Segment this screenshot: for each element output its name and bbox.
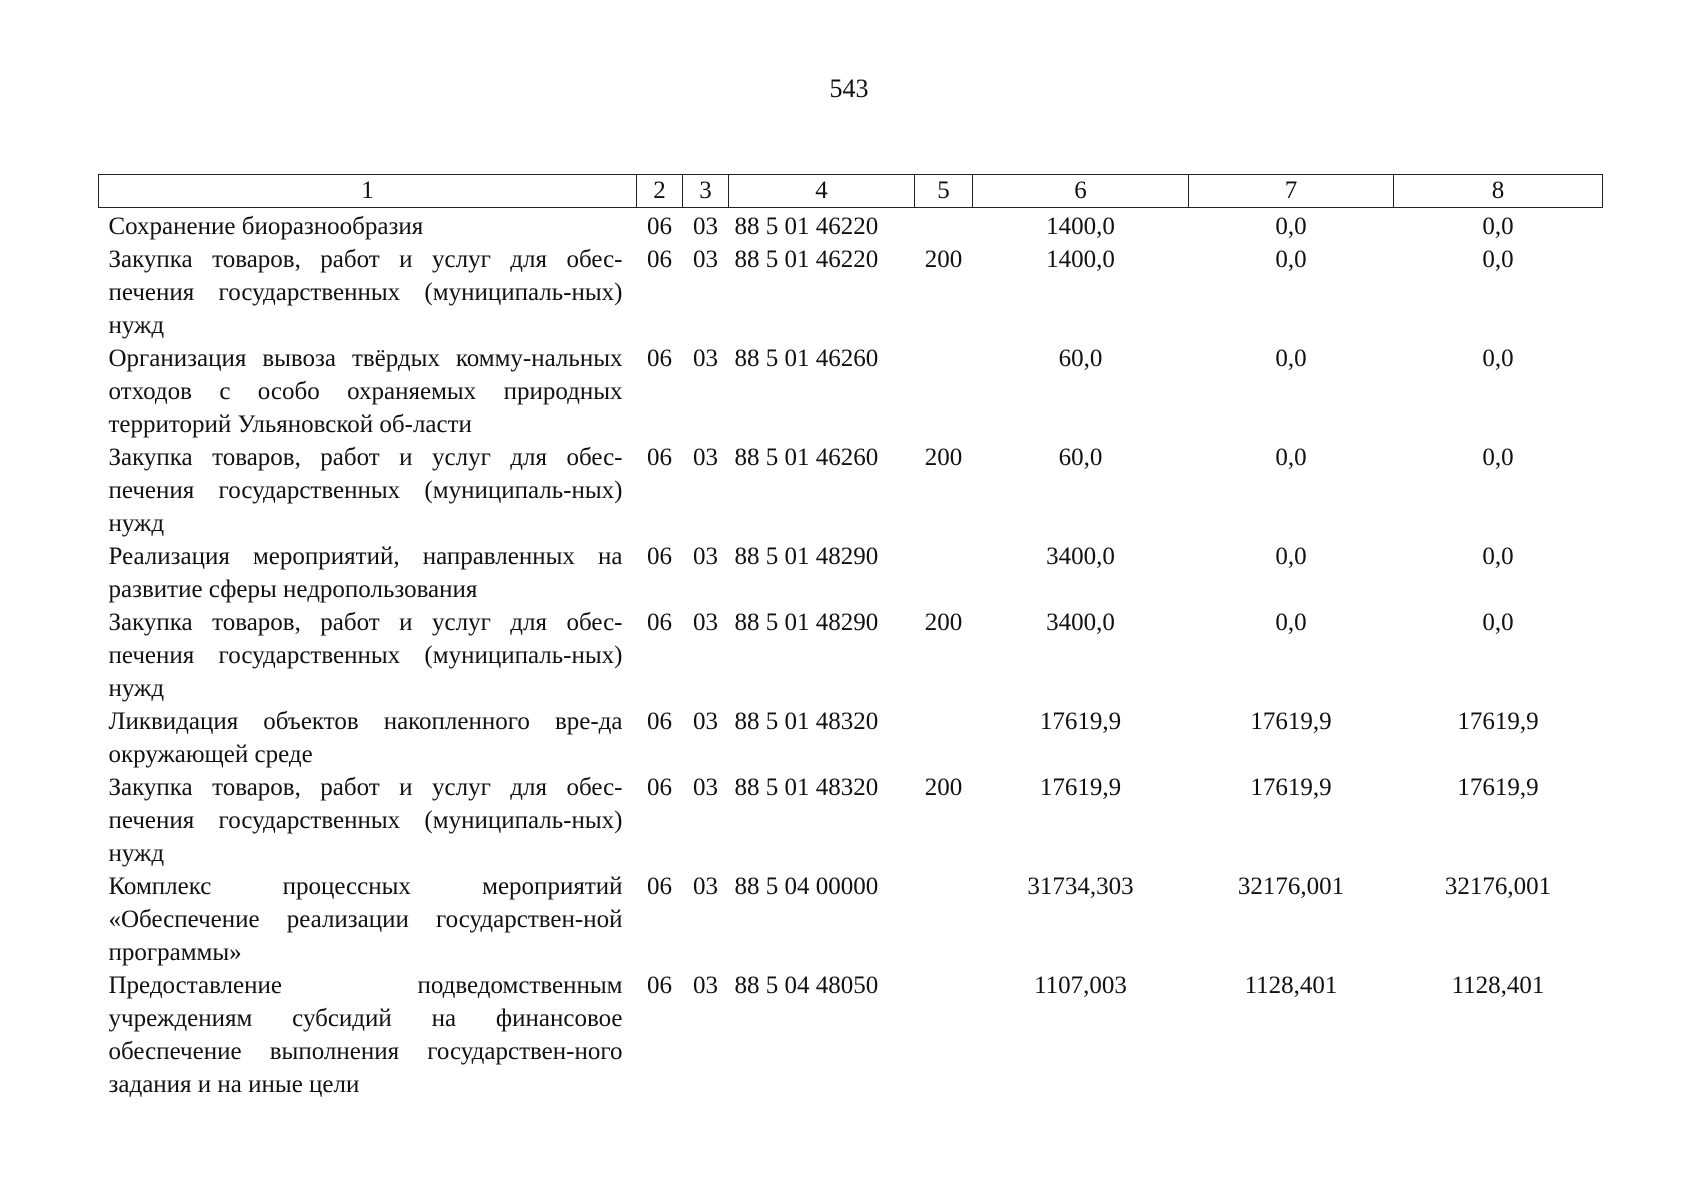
table-row	[99, 243, 1603, 342]
section-code: 06	[647, 972, 672, 999]
amount-col-6: 3400,0	[1046, 543, 1115, 570]
header-cell: 6	[973, 175, 1189, 208]
subsection-code: 03	[693, 774, 718, 801]
expense-type-code	[915, 342, 973, 441]
amount-col-7: 0,0	[1275, 609, 1307, 636]
header-cell: 2	[637, 175, 683, 208]
expense-type-code: 200	[924, 444, 963, 471]
amount-col-8: 0,0	[1482, 213, 1514, 240]
table-row	[99, 441, 1603, 540]
row-description: Закупка товаров, работ и услуг для обес-печения государственных (муниципаль-ных) нужд	[108, 774, 623, 867]
section-code: 06	[647, 246, 672, 273]
section-code: 06	[647, 543, 672, 570]
section-code: 06	[647, 444, 672, 471]
subsection-code: 03	[693, 345, 718, 372]
amount-col-6: 1400,0	[1046, 246, 1115, 273]
header-cell: 3	[683, 175, 729, 208]
header-cell: 4	[729, 175, 915, 208]
amount-col-7: 1128,401	[1244, 972, 1338, 999]
amount-col-8: 17619,9	[1457, 708, 1539, 735]
target-article-code: 88 5 01 48320	[734, 774, 879, 801]
amount-col-8: 0,0	[1482, 543, 1514, 570]
row-description: Реализация мероприятий, направленных на развитие сферы недропользования	[108, 543, 623, 603]
header-cell: 5	[915, 175, 973, 208]
header-row	[99, 175, 1603, 208]
section-code: 06	[647, 609, 672, 636]
table-row	[99, 342, 1603, 441]
section-code: 06	[647, 213, 672, 240]
amount-col-7: 0,0	[1275, 543, 1307, 570]
expense-type-code	[915, 208, 973, 244]
header-cell: 1	[99, 175, 637, 208]
amount-col-7: 0,0	[1275, 345, 1307, 372]
amount-col-6: 17619,9	[1039, 774, 1122, 801]
subsection-code: 03	[693, 972, 718, 999]
amount-col-7: 17619,9	[1250, 774, 1332, 801]
table-row	[99, 870, 1603, 969]
expense-type-code: 200	[924, 774, 963, 801]
table-row	[99, 969, 1603, 1101]
amount-col-6: 3400,0	[1046, 609, 1115, 636]
amount-col-7: 17619,9	[1250, 708, 1332, 735]
subsection-code: 03	[693, 213, 718, 240]
section-code: 06	[647, 345, 672, 372]
amount-col-8: 0,0	[1482, 609, 1514, 636]
amount-col-8: 32176,001	[1444, 873, 1552, 900]
amount-col-6: 1400,0	[1046, 213, 1115, 240]
budget-table	[98, 174, 1603, 1101]
table-row	[99, 705, 1603, 771]
expense-type-code	[915, 705, 973, 771]
amount-col-8: 0,0	[1482, 444, 1514, 471]
amount-col-8: 0,0	[1482, 345, 1514, 372]
subsection-code: 03	[693, 609, 718, 636]
target-article-code: 88 5 04 48050	[734, 972, 879, 999]
amount-col-6: 31734,303	[1027, 873, 1134, 900]
expense-type-code	[915, 969, 973, 1101]
section-code: 06	[647, 708, 672, 735]
subsection-code: 03	[693, 444, 718, 471]
subsection-code: 03	[693, 873, 718, 900]
target-article-code: 88 5 01 48290	[734, 609, 879, 636]
target-article-code: 88 5 01 48320	[734, 708, 879, 735]
table-row	[99, 771, 1603, 870]
row-description: Предоставление подведомственным учреждениям субсидий на финансовое обеспечение выполнения государствен-ного задания и на иные цели	[108, 972, 623, 1098]
table-row	[99, 606, 1603, 705]
table-row	[99, 208, 1603, 244]
expense-type-code: 200	[924, 609, 963, 636]
amount-col-6: 17619,9	[1039, 708, 1122, 735]
target-article-code: 88 5 01 48290	[734, 543, 879, 570]
target-article-code: 88 5 01 46220	[734, 246, 879, 273]
section-code: 06	[647, 774, 672, 801]
amount-col-7: 32176,001	[1237, 873, 1345, 900]
amount-col-7: 0,0	[1275, 444, 1307, 471]
amount-col-7: 0,0	[1275, 213, 1307, 240]
row-description: Закупка товаров, работ и услуг для обес-печения государственных (муниципаль-ных) нужд	[108, 246, 623, 339]
row-description: Организация вывоза твёрдых комму-нальных отходов с особо охраняемых природных территорий Ульяновской об-ласти	[108, 345, 623, 438]
target-article-code: 88 5 04 00000	[734, 873, 879, 900]
amount-col-6: 1107,003	[1034, 972, 1127, 999]
amount-col-8: 1128,401	[1451, 972, 1545, 999]
amount-col-8: 17619,9	[1457, 774, 1539, 801]
section-code: 06	[647, 873, 672, 900]
amount-col-7: 0,0	[1275, 246, 1307, 273]
page-number: 543	[829, 74, 869, 103]
amount-col-6: 60,0	[1058, 345, 1103, 372]
expense-type-code	[915, 540, 973, 606]
header-cell: 8	[1394, 175, 1603, 208]
row-description: Ликвидация объектов накопленного вре-да окружающей среде	[108, 708, 623, 768]
amount-col-8: 0,0	[1482, 246, 1514, 273]
row-description: Закупка товаров, работ и услуг для обес-печения государственных (муниципаль-ных) нужд	[108, 609, 623, 702]
expense-type-code	[915, 870, 973, 969]
table-row	[99, 540, 1603, 606]
expense-type-code: 200	[924, 246, 963, 273]
subsection-code: 03	[693, 708, 718, 735]
subsection-code: 03	[693, 543, 718, 570]
header-cell: 7	[1189, 175, 1394, 208]
target-article-code: 88 5 01 46260	[734, 444, 879, 471]
target-article-code: 88 5 01 46260	[734, 345, 879, 372]
amount-col-6: 60,0	[1058, 444, 1103, 471]
row-description: Закупка товаров, работ и услуг для обес-печения государственных (муниципаль-ных) нужд	[108, 444, 623, 537]
subsection-code: 03	[693, 246, 718, 273]
row-description: Сохранение биоразнообразия	[108, 213, 424, 240]
target-article-code: 88 5 01 46220	[734, 213, 879, 240]
table-body	[99, 208, 1603, 1102]
row-description: Комплекс процессных мероприятий «Обеспечение реализации государствен-ной программы»	[108, 873, 623, 966]
